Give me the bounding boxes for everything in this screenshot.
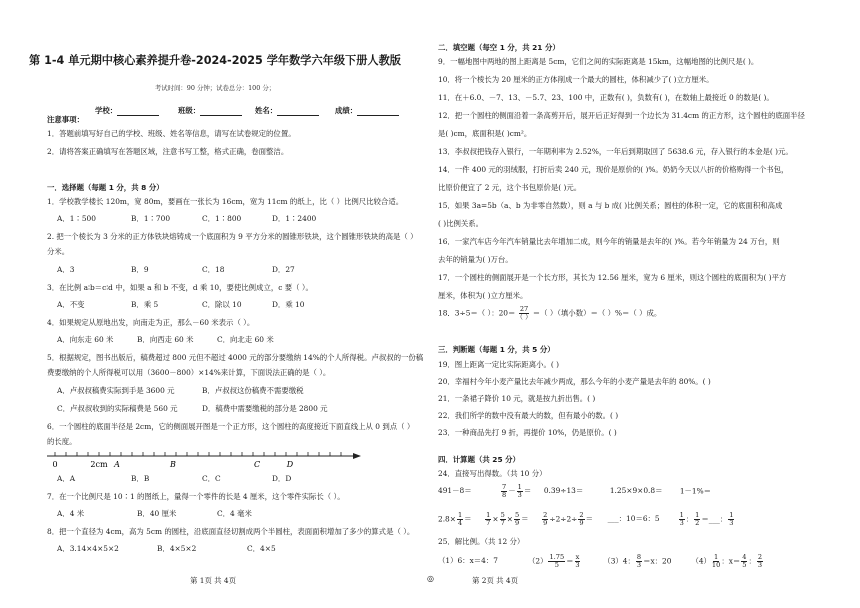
q23-text[interactable]: 23．一种商品先打 9 折，再提价 10%，仍是原价。( ) — [438, 428, 617, 437]
q7-option-c[interactable]: C．4 毫米 — [217, 509, 252, 518]
q4-option-a[interactable]: A．向东走 60 米 — [57, 335, 114, 344]
note-2: 2．请将答案正确填写在答题区域，注意书写工整，格式正确，卷面整洁。 — [47, 147, 289, 156]
calc-row-2[interactable]: 2.8× $\frac{1}{4}$ ＝ $\frac{1}{7}$ × $\frac{5}{7}$ × $\frac{5}{9}$ ＝ $\frac{2}{9}$ ÷2÷2÷ $\frac{2}{9}$ ＝ ___：10＝6：5 $\frac{1}{3}$ ： $\frac{1}{2}$ ＝___： $\frac{1}{3}$ — [438, 511, 734, 527]
notes-title: 注意事项： — [47, 115, 84, 124]
q24-text: 24．直接写出得数。（共 10 分） — [438, 469, 547, 478]
q5-option-a[interactable]: A．卢叔叔稿费实际到手是 3600 元 — [57, 386, 175, 395]
q25-text: 25．解比例。（共 12 分） — [438, 537, 525, 546]
exam-title: 第 1-4 单元期中核心素养提升卷-2024-2025 学年数学六年级下册人教版 — [29, 54, 401, 67]
q5-option-d[interactable]: D．稿费中需要缴税的部分是 2800 元 — [202, 404, 328, 413]
q2-option-a[interactable]: A．3 — [57, 265, 75, 274]
left-page-footer: 第 1页 共 4页 — [190, 576, 237, 585]
q4-option-b[interactable]: B．向西走 60 米 — [137, 335, 194, 344]
q7-option-b[interactable]: B．40 厘米 — [137, 509, 177, 518]
q6-option-d[interactable]: D．D — [272, 474, 292, 483]
q1-option-b[interactable]: B．1∶700 — [131, 214, 171, 223]
section-calc: 四．计算题（共 25 分） — [438, 455, 520, 464]
q1-option-c[interactable]: C．1∶800 — [202, 214, 242, 223]
q6-option-b[interactable]: B．B — [131, 474, 150, 483]
q11-text[interactable]: 11．在＋6.0、－7、13、－5.7、23、100 中，正数有( )，负数有( )，在数轴上最接近 0 的数是( )。 — [438, 93, 774, 102]
q14-text[interactable]: 14．一件 400 元的羽绒服，打折后卖 240 元，现价是原价的( )%。奶奶今天以八折的价格购得一个书包， — [438, 165, 789, 174]
q17-text[interactable]: 17．一个圆柱的侧面展开是一个长方形，其长为 12.56 厘米，宽为 6 厘米，则这个圆柱的底面积为( )平方 — [438, 273, 787, 282]
q2-option-d[interactable]: D．27 — [272, 265, 295, 274]
ruler-unit-label: 2cm — [90, 460, 108, 469]
note-1: 1．答题前填写好自己的学校、班级、姓名等信息，请写在试卷规定的位置。 — [47, 129, 296, 138]
calc-row-1[interactable]: 491－8＝ $\frac{7}{8}$ － $\frac{1}{3}$ ＝ 0.39÷13＝ 1.25×9×0.8＝ 1－1%＝ — [438, 483, 712, 499]
q7-option-a[interactable]: A．4 米 — [57, 509, 85, 518]
q1-option-d[interactable]: D．1∶2400 — [272, 214, 317, 223]
q16-text-cont[interactable]: 去年的销量为( )万台。 — [438, 255, 513, 264]
q13-text[interactable]: 13．李叔叔把钱存入银行，一年期利率为 2.52%，一年后到期取回了 5638.6 元，存入银行的本金是( )元。 — [438, 147, 793, 156]
class-field[interactable]: 班级： — [178, 105, 242, 116]
q20-text[interactable]: 20．幸福村今年小麦产量比去年减少两成，那么今年的小麦产量是去年的 80%。( ) — [438, 377, 711, 386]
q5-text-cont: 费要缴纳的个人所得税可以用（3600－800）×14%来计算，下面说法正确的是（ ）。 — [47, 368, 331, 377]
q5-text: 5．根据规定，图书出版后，稿费超过 800 元但不超过 4000 元的部分要缴纳 14%的个人所得税。卢叔叔的一份稿 — [47, 353, 424, 362]
score-field[interactable]: 成绩： — [335, 105, 399, 116]
right-page-footer: 第 2页 共 4页 — [472, 576, 519, 585]
exam-subtitle: 考试时间：90 分钟；试卷总分：100 分； — [154, 84, 276, 92]
ruler-point-d: D — [286, 460, 294, 469]
center-binding-mark: ◎ — [427, 574, 434, 583]
q16-text[interactable]: 16．一家汽车店今年汽车销量比去年增加二成，则今年的销量是去年的( )%。若今年销量为 24 万台，则 — [438, 237, 780, 246]
school-field[interactable]: 学校： — [95, 105, 159, 116]
q3-option-c[interactable]: C．除以 10 — [202, 300, 242, 309]
q6-text: 6．一个圆柱的底面半径是 2cm，它的侧面展开图是一个正方形，这个圆柱的高度接近下面直线上从 0 到点（ ） — [47, 422, 415, 431]
q15-text[interactable]: 15．如果 3a=5b（a、b 为非零自然数），则 a 与 b 成( )比例关系；圆柱的体积一定，它的底面积和高成 — [438, 201, 783, 210]
q6-text-cont: 的长度。 — [47, 437, 77, 446]
q9-text[interactable]: 9．一幅地图中两地的图上距离是 5cm，它们之间的实际距离是 15km，这幅地图的比例尺是( )。 — [438, 57, 759, 66]
q2-option-b[interactable]: B．9 — [131, 265, 149, 274]
q18-fraction: $\frac{27}{( )}$ — [516, 305, 532, 321]
number-line-ruler — [47, 448, 365, 470]
q17-text-cont[interactable]: 厘米，体积为( )立方厘米。 — [438, 291, 528, 300]
q5-option-c[interactable]: C．卢叔叔收到的实际稿费是 560 元 — [57, 404, 178, 413]
q15-text-cont[interactable]: ( )比例关系。 — [438, 219, 484, 228]
calc-frac-1-3: $\frac{1}{3}$ — [517, 483, 522, 499]
q4-option-c[interactable]: C．向北走 60 米 — [217, 335, 274, 344]
ruler-arrow-icon — [353, 453, 361, 459]
q7-text: 7．在一个比例尺是 10∶1 的图纸上，量得一个零件的长是 4 厘米，这个零件实际长（ ）。 — [47, 492, 345, 501]
q8-option-a[interactable]: A．3.14×4×5×2 — [57, 544, 119, 553]
q3-option-a[interactable]: A．不变 — [57, 300, 85, 309]
q3-option-d[interactable]: D．乘 10 — [272, 300, 305, 309]
ruler-point-a: A — [114, 460, 120, 469]
q2-text-cont: 分米。 — [47, 247, 70, 256]
q10-text[interactable]: 10．将一个棱长为 20 厘米的正方体削成一个最大的圆柱，体积减少了( )立方厘米。 — [438, 75, 714, 84]
q8-text: 8．把一个直径为 4cm，高为 5cm 的圆柱，沿底面直径切割成两个半圆柱，表面面积增加了多少的算式是（ ）。 — [47, 527, 415, 536]
q8-option-b[interactable]: B．4×5×2 — [157, 544, 197, 553]
q21-text[interactable]: 21．一条裙子降价 10 元，就是按九折出售。( ) — [438, 394, 596, 403]
q19-text[interactable]: 19．图上距离一定比实际距离小。( ) — [438, 360, 559, 369]
q12-text: 12．把一个圆柱的侧面沿着一条高剪开后，展开后正好得到一个边长为 31.4cm 的正方形，这个圆柱的底面半径 — [438, 111, 805, 120]
section-fill: 二．填空题（每空 1 分，共 21 分） — [438, 43, 560, 52]
q5-option-b[interactable]: B．卢叔叔这份稿费不需要缴税 — [202, 386, 304, 395]
q6-option-a[interactable]: A．A — [57, 474, 76, 483]
section-choice: 一．选择题（每题 1 分，共 8 分） — [47, 183, 164, 192]
q18-text[interactable]: 18．3÷5＝（ ）：20＝ $\frac{27}{( )}$ ＝（ ）（填小数）＝（ ）%＝（ ）成。 — [438, 305, 662, 321]
name-field[interactable]: 姓名： — [255, 105, 319, 116]
q22-text[interactable]: 22．我们所学的数中没有最大的数，但有最小的数。( ) — [438, 411, 619, 420]
q6-option-c[interactable]: C．C — [202, 474, 221, 483]
q3-text: 3．在比例 a∶b＝c∶d 中，如果 a 和 b 不变，d 乘 10，要使比例成立，c 要（ ）。 — [47, 283, 313, 292]
q1-option-a[interactable]: A．1∶500 — [57, 214, 96, 223]
ruler-point-c: C — [253, 460, 261, 469]
q2-option-c[interactable]: C．18 — [202, 265, 225, 274]
q12-text-cont[interactable]: 是( )cm，底面积是( )cm²。 — [438, 129, 532, 138]
q2-text: 2. 把一个棱长为 3 分米的正方体铁块熔铸成一个底面积为 9 平方分米的圆锥形铁块，这个圆锥形铁块的高是（ ） — [47, 232, 418, 241]
section-judge: 三．判断题（每题 1 分，共 5 分） — [438, 345, 555, 354]
q8-option-c[interactable]: C．4×5 — [247, 544, 276, 553]
ruler-zero-label: 0 — [52, 460, 58, 469]
ruler-point-b: B — [170, 460, 176, 469]
q14-text-cont[interactable]: 比原价便宜了 2 元，这个书包原价是( )元。 — [438, 183, 582, 192]
q4-text: 4．如果规定从原地出发，向南走为正，那么－60 米表示（ ）。 — [47, 318, 255, 327]
calc-frac-7-8: $\frac{7}{8}$ — [502, 483, 507, 499]
proportion-row[interactable]: （1）6：x＝4：7 （2） $\frac{1.75}{5}$ ＝ $\frac{x}{3}$ （3）4： $\frac{8}{3}$ ＝x：20 （4） $\frac{1}{10}$ ：x＝ $\frac{4}{5}$ ： $\frac{2}{3}$ — [438, 553, 763, 569]
right-page — [430, 0, 860, 608]
q3-option-b[interactable]: B．乘 5 — [131, 300, 159, 309]
q1-text: 1．学校教学楼长 120m，宽 80m，要画在一张长为 16cm，宽为 11cm 的纸上，比（ ）比例尺比较合适。 — [47, 197, 404, 206]
